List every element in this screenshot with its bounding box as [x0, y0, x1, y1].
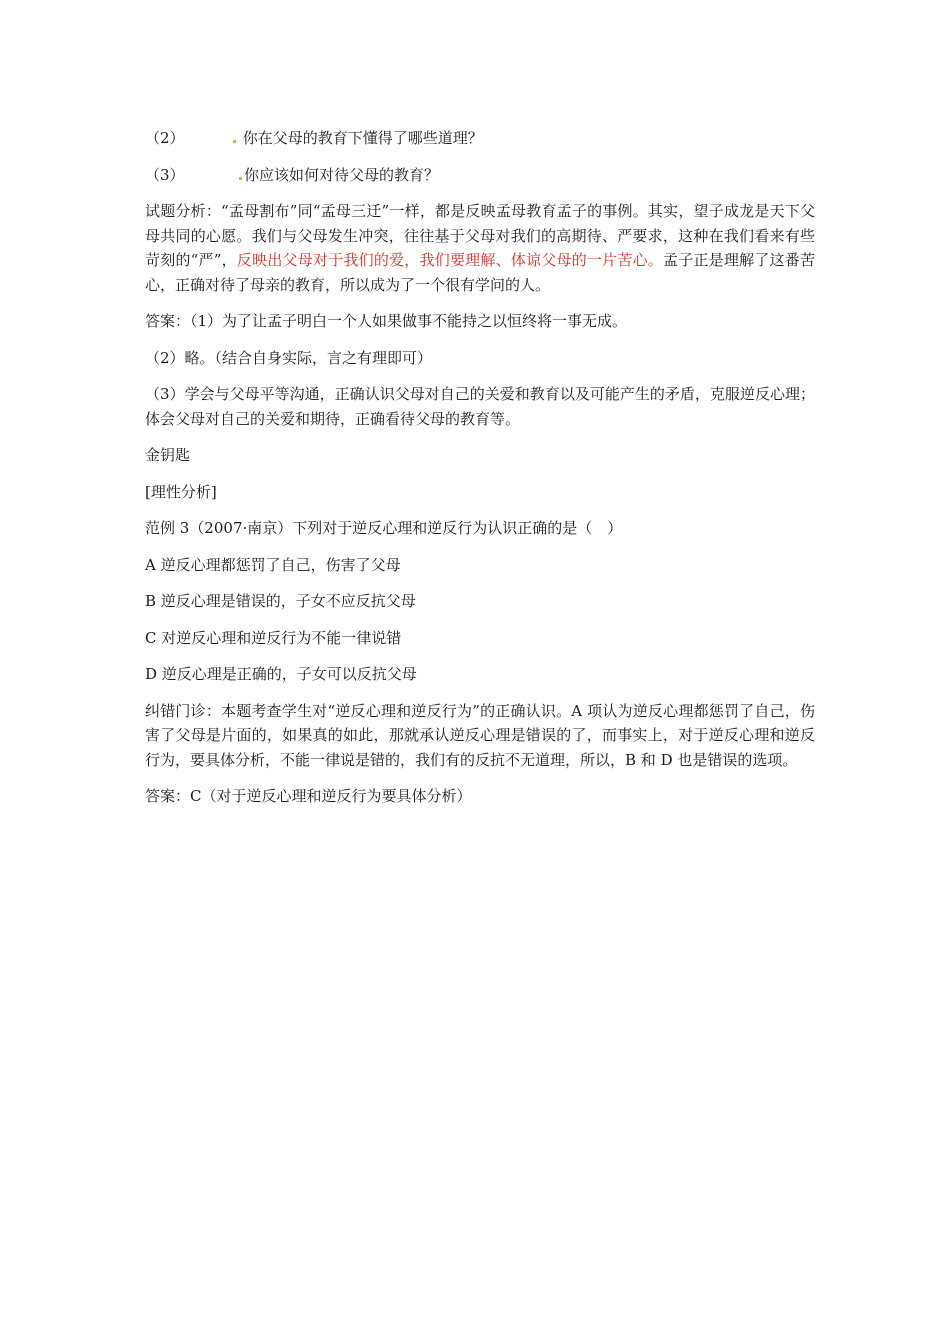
option-a: A 逆反心理都惩罚了自己，伤害了父母	[145, 555, 401, 574]
question-2	[145, 126, 815, 151]
answer-3: （3）学会与父母平等沟通，正确认识父母对自己的关爱和教育以及可能产生的矛盾，克服逆反心理；体会父母对自己的关爱和期待，正确看待父母的教育等。	[145, 385, 815, 428]
bullet-dot-icon	[239, 177, 242, 180]
section-title: 金钥匙	[145, 446, 191, 464]
example-question: 范例 3（2007·南京）下列对于逆反心理和逆反行为认识正确的是（ ）	[145, 519, 623, 537]
option-d: D 逆反心理是正确的，子女可以反抗父母	[145, 665, 417, 683]
analysis-text-1: 试题分析：“孟母割布”同“孟母三迁”一样，都是反映孟母教育孟子的事例。其实，望子成龙是天下父母共同的心愿。我们与父母发生冲突，往往基于父母对我们的高期待、严要求，这种在我们看来有些苛刻的“严”，	[145, 202, 815, 269]
document-body	[145, 126, 815, 821]
option-c: C 对逆反心理和逆反行为不能一律说错	[145, 628, 402, 647]
bullet-dot-icon	[233, 140, 236, 143]
question-2-text: 你在父母的教育下懂得了哪些道理？	[242, 129, 483, 147]
example-answer: 答案：C（对于逆反心理和逆反行为要具体分析）	[145, 787, 472, 805]
option-b: B 逆反心理是错误的，子女不应反抗父母	[145, 592, 416, 610]
question-3	[145, 163, 815, 188]
analysis-highlight: 反映出父母对于我们的爱，我们要理解、体谅父母的一片苦心。	[236, 251, 664, 269]
question-2-number: （2）	[145, 129, 185, 147]
answer-2: （2）略。（结合自身实际，言之有理即可）	[145, 348, 433, 367]
subsection-title: [理性分析]	[145, 482, 217, 501]
analysis-paragraph	[145, 199, 815, 297]
analysis-text-2: 孟子正是理解了这番苦心，正确对待了母亲的教育，所以成为了一个很有学问的人。	[145, 251, 815, 294]
question-3-number: （3）	[145, 165, 185, 184]
question-3-text: 你应该如何对待父母的教育？	[244, 165, 440, 184]
diagnosis-paragraph: 纠错门诊：本题考查学生对“逆反心理和逆反行为”的正确认识。A 项认为逆反心理都惩罚了自己，伤害了父母是片面的，如果真的如此，那就承认逆反心理是错误的了，而事实上，对于逆反心理和逆反行为，要具体分析，不能一律说是错的，我们有的反抗不无道理，所以，B 和 D 也是错误的选项。	[145, 701, 815, 769]
answer-1: 答案：（1）为了让孟子明白一个人如果做事不能持之以恒终将一事无成。	[145, 312, 628, 330]
